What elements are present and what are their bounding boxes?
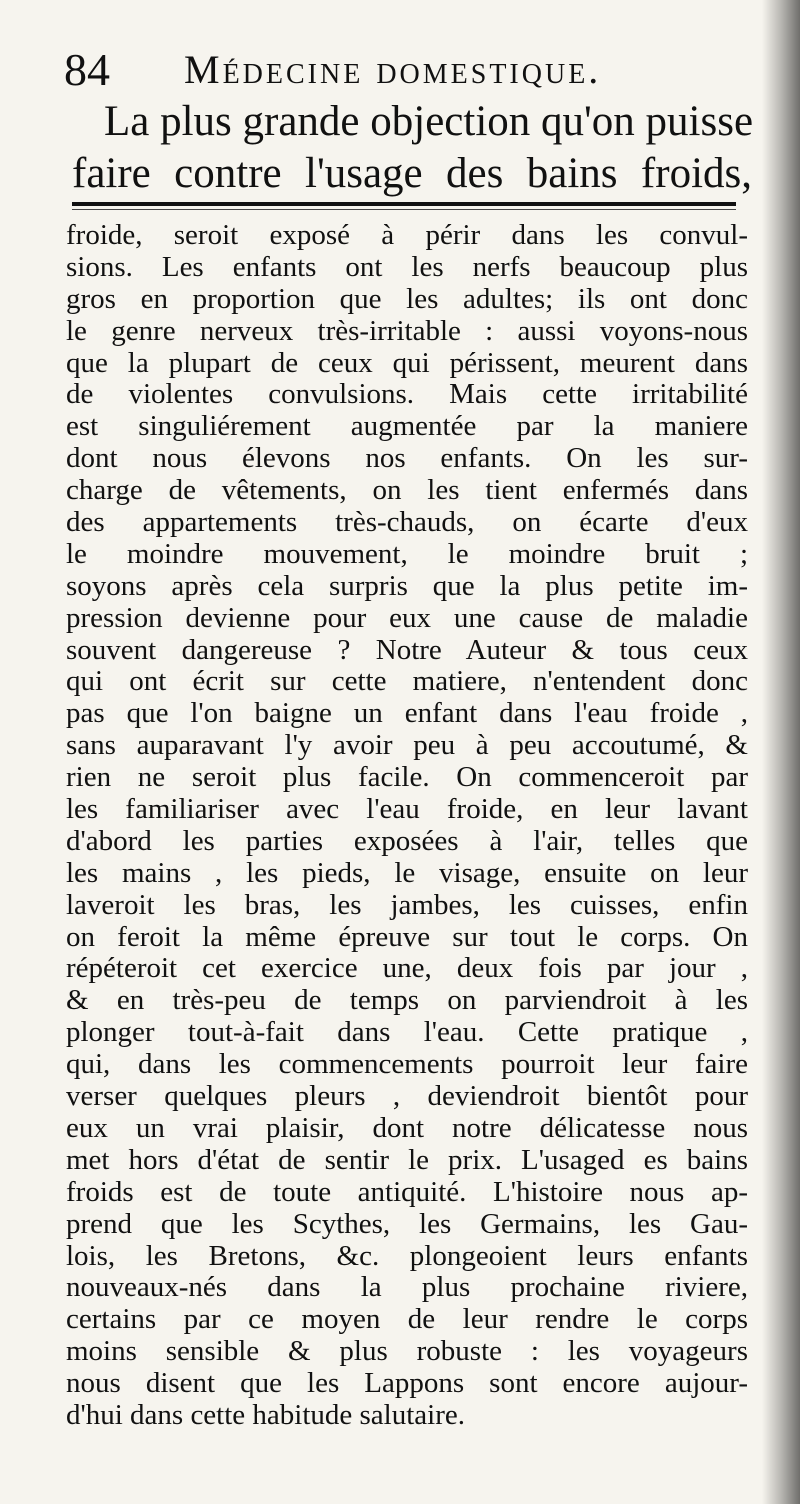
text-line: nouveaux-nés dans la plus prochaine riviere, — [66, 1271, 748, 1304]
carryover-line: faire contre l'usage des bains froids, — [72, 150, 752, 197]
text-line: répéteroit cet exercice une, deux fois par jour , — [66, 952, 748, 985]
text-line: soyons après cela surpris que la plus petite im- — [66, 569, 748, 602]
page-gutter-shadow — [762, 0, 800, 1504]
text-line: prend que les Scythes, les Germains, les Gau- — [66, 1207, 748, 1240]
text-line: rien ne seroit plus facile. On commenceroit par — [66, 761, 748, 794]
text-line: sans auparavant l'y avoir peu à peu accoutumé, & — [66, 729, 748, 762]
text-line: on feroit la même épreuve sur tout le corps. On — [66, 920, 748, 953]
text-line: & en très-peu de temps on parviendroit à les — [66, 984, 748, 1017]
text-line: met hors d'état de sentir le prix. L'usaged es bains — [66, 1143, 748, 1176]
text-line: moins sensible & plus robuste : les voyageurs — [66, 1335, 748, 1368]
running-head: Médecine domestique. — [184, 47, 602, 92]
text-line: verser quelques pleurs , deviendroit bientôt pour — [66, 1080, 748, 1113]
text-line: le genre nerveux très-irritable : aussi voyons-nous — [66, 314, 748, 347]
body-text — [66, 220, 748, 1432]
page-header — [64, 44, 754, 96]
text-line: nous disent que les Lappons sont encore aujour- — [66, 1367, 748, 1400]
text-line: plonger tout-à-fait dans l'eau. Cette pratique , — [66, 1016, 748, 1049]
text-line: d'abord les parties exposées à l'air, telles que — [66, 824, 748, 857]
text-line: des appartements très-chauds, on écarte d'eux — [66, 506, 748, 539]
text-line: souvent dangereuse ? Notre Auteur & tous ceux — [66, 633, 748, 666]
text-line: dont nous élevons nos enfants. On les sur- — [66, 442, 748, 475]
text-line: pression devienne pour eux une cause de maladie — [66, 601, 748, 634]
text-line: le moindre mouvement, le moindre bruit ; — [66, 537, 748, 570]
text-line: gros en proportion que les adultes; ils ont donc — [66, 282, 748, 315]
text-line: lois, les Bretons, &c. plongeoient leurs enfants — [66, 1239, 748, 1272]
text-line: de violentes convulsions. Mais cette irritabilité — [66, 378, 748, 411]
text-line: froide, seroit exposé à périr dans les convul- — [66, 219, 748, 251]
text-line: les mains , les pieds, le visage, ensuite on leur — [66, 856, 748, 889]
text-line: d'hui dans cette habitude salutaire. — [66, 1398, 466, 1431]
text-line: est singuliérement augmentée par la maniere — [66, 410, 748, 443]
text-line: que la plupart de ceux qui périssent, meurent dans — [66, 346, 748, 379]
carryover-line: La plus grande objection qu'on puisse — [104, 98, 754, 145]
text-line: les familiariser avec l'eau froide, en leur lavant — [66, 793, 748, 826]
text-line: froids est de toute antiquité. L'histoire nous ap- — [66, 1175, 748, 1208]
text-line: qui ont écrit sur cette matiere, n'entendent donc — [66, 665, 748, 698]
text-line: charge de vêtements, on les tient enfermés dans — [66, 474, 748, 507]
section-rule — [72, 202, 736, 206]
text-line: pas que l'on baigne un enfant dans l'eau froide , — [66, 697, 748, 730]
text-line: sions. Les enfants ont les nerfs beaucoup plus — [66, 250, 748, 283]
text-line: qui, dans les commencements pourroit leur faire — [66, 1048, 748, 1081]
carryover-note — [72, 96, 752, 200]
text-line: eux un vrai plaisir, dont notre délicatesse nous — [66, 1111, 748, 1144]
text-line: certains par ce moyen de leur rendre le corps — [66, 1303, 748, 1336]
section-rule-thin — [72, 209, 736, 210]
text-line: laveroit les bras, les jambes, les cuisses, enfin — [66, 888, 748, 921]
page-number: 84 — [64, 44, 110, 95]
